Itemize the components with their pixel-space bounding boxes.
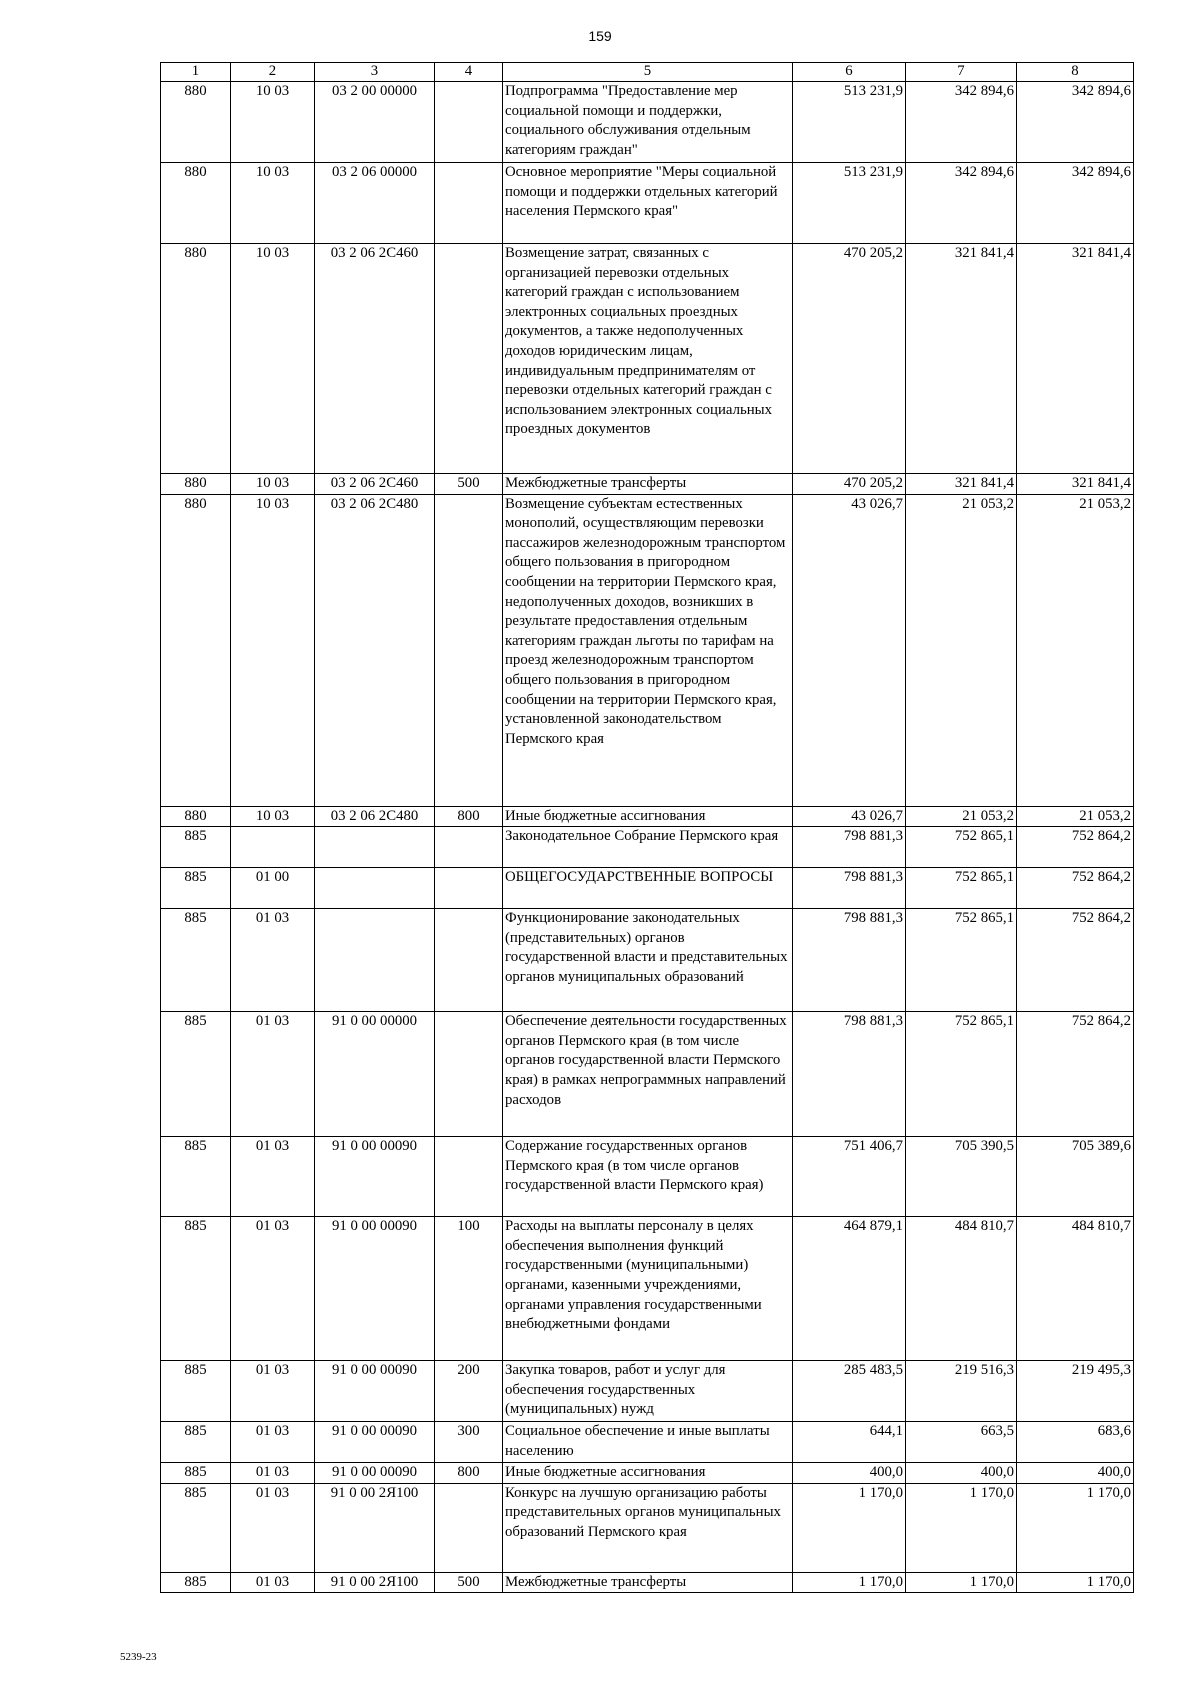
cell-col-5: ОБЩЕГОСУДАРСТВЕННЫЕ ВОПРОСЫ	[503, 868, 793, 909]
cell-col-1: 880	[161, 244, 231, 474]
cell-col-5: Межбюджетные трансферты	[503, 1572, 793, 1593]
cell-col-5: Функционирование законодательных (представительных) органов государственной власти и представительных органов муниципальных образований	[503, 909, 793, 1012]
cell-col-7: 705 390,5	[906, 1137, 1017, 1217]
cell-col-1: 885	[161, 1361, 231, 1422]
header-col-5: 5	[503, 63, 793, 82]
table-row	[161, 1361, 1134, 1422]
cell-col-8: 1 170,0	[1017, 1483, 1134, 1572]
cell-col-8: 683,6	[1017, 1422, 1134, 1463]
cell-col-3: 91 0 00 00090	[315, 1137, 435, 1217]
cell-col-7: 752 865,1	[906, 1012, 1017, 1137]
cell-col-8: 705 389,6	[1017, 1137, 1134, 1217]
table-row	[161, 868, 1134, 909]
cell-col-6: 285 483,5	[793, 1361, 906, 1422]
cell-col-3: 91 0 00 00090	[315, 1463, 435, 1484]
cell-col-8: 484 810,7	[1017, 1217, 1134, 1361]
cell-col-1: 880	[161, 163, 231, 244]
cell-col-6: 470 205,2	[793, 244, 906, 474]
cell-col-1: 885	[161, 827, 231, 868]
cell-col-8: 21 053,2	[1017, 494, 1134, 806]
cell-col-2: 10 03	[231, 806, 315, 827]
cell-col-2: 01 03	[231, 1422, 315, 1463]
cell-col-1: 885	[161, 1217, 231, 1361]
cell-col-8: 342 894,6	[1017, 82, 1134, 163]
cell-col-3: 03 2 06 2С480	[315, 494, 435, 806]
cell-col-5: Конкурс на лучшую организацию работы представительных органов муниципальных образований Пермского края	[503, 1483, 793, 1572]
cell-col-4	[435, 1483, 503, 1572]
table-row	[161, 244, 1134, 474]
cell-col-4: 800	[435, 1463, 503, 1484]
table-row	[161, 827, 1134, 868]
table-row	[161, 1012, 1134, 1137]
cell-col-5: Основное мероприятие "Меры социальной помощи и поддержки отдельных категорий населения Пермского края"	[503, 163, 793, 244]
cell-col-4: 300	[435, 1422, 503, 1463]
header-col-2: 2	[231, 63, 315, 82]
cell-col-4: 500	[435, 474, 503, 495]
cell-col-7: 342 894,6	[906, 163, 1017, 244]
cell-col-5: Расходы на выплаты персоналу в целях обеспечения выполнения функций государственными (муниципальными) органами, казенными учреждениями, органами управления государственными внебюджетными фондами	[503, 1217, 793, 1361]
cell-col-3	[315, 868, 435, 909]
cell-col-1: 880	[161, 806, 231, 827]
cell-col-3: 91 0 00 2Я100	[315, 1483, 435, 1572]
cell-col-1: 885	[161, 909, 231, 1012]
cell-col-6: 798 881,3	[793, 868, 906, 909]
cell-col-8: 321 841,4	[1017, 244, 1134, 474]
cell-col-3: 91 0 00 00090	[315, 1217, 435, 1361]
cell-col-2: 01 03	[231, 1463, 315, 1484]
cell-col-1: 885	[161, 1137, 231, 1217]
cell-col-1: 880	[161, 474, 231, 495]
cell-col-5: Возмещение затрат, связанных с организацией перевозки отдельных категорий граждан с использованием электронных социальных проездных документов, а также недополученных доходов юридическим лицам, индивидуальным предпринимателям от перевозки отдельных категорий граждан с использованием электронных социальных проездных документов	[503, 244, 793, 474]
cell-col-4	[435, 1137, 503, 1217]
cell-col-2: 01 03	[231, 1137, 315, 1217]
cell-col-5: Иные бюджетные ассигнования	[503, 806, 793, 827]
cell-col-2: 10 03	[231, 82, 315, 163]
cell-col-7: 1 170,0	[906, 1572, 1017, 1593]
cell-col-2: 01 03	[231, 1572, 315, 1593]
header-col-3: 3	[315, 63, 435, 82]
cell-col-6: 464 879,1	[793, 1217, 906, 1361]
cell-col-2: 01 03	[231, 1217, 315, 1361]
cell-col-8: 400,0	[1017, 1463, 1134, 1484]
cell-col-2: 10 03	[231, 494, 315, 806]
cell-col-2: 01 03	[231, 1483, 315, 1572]
table-row	[161, 82, 1134, 163]
cell-col-1: 885	[161, 1483, 231, 1572]
cell-col-1: 885	[161, 1463, 231, 1484]
cell-col-8: 752 864,2	[1017, 827, 1134, 868]
table-row	[161, 474, 1134, 495]
cell-col-4: 200	[435, 1361, 503, 1422]
header-col-8: 8	[1017, 63, 1134, 82]
cell-col-7: 752 865,1	[906, 909, 1017, 1012]
cell-col-6: 470 205,2	[793, 474, 906, 495]
cell-col-7: 321 841,4	[906, 244, 1017, 474]
header-col-7: 7	[906, 63, 1017, 82]
cell-col-3: 03 2 06 00000	[315, 163, 435, 244]
cell-col-2: 01 03	[231, 1361, 315, 1422]
cell-col-6: 43 026,7	[793, 806, 906, 827]
cell-col-6: 513 231,9	[793, 82, 906, 163]
header-col-1: 1	[161, 63, 231, 82]
cell-col-4	[435, 82, 503, 163]
cell-col-7: 400,0	[906, 1463, 1017, 1484]
cell-col-8: 342 894,6	[1017, 163, 1134, 244]
cell-col-7: 1 170,0	[906, 1483, 1017, 1572]
cell-col-7: 21 053,2	[906, 494, 1017, 806]
cell-col-6: 1 170,0	[793, 1483, 906, 1572]
cell-col-4: 800	[435, 806, 503, 827]
cell-col-2	[231, 827, 315, 868]
page-number: 159	[588, 28, 612, 44]
cell-col-7: 219 516,3	[906, 1361, 1017, 1422]
cell-col-7: 484 810,7	[906, 1217, 1017, 1361]
cell-col-5: Возмещение субъектам естественных монополий, осуществляющим перевозки пассажиров железнодорожным транспортом общего пользования в пригородном сообщении на территории Пермского края, недополученных доходов, возникших в результате предоставления отдельным категориям граждан льготы по тарифам на проезд железнодорожным транспортом общего пользования в пригородном сообщении на территории Пермского края, установленной законодательством Пермского края	[503, 494, 793, 806]
cell-col-5: Содержание государственных органов Пермского края (в том числе органов государственной власти Пермского края)	[503, 1137, 793, 1217]
cell-col-2: 10 03	[231, 474, 315, 495]
table-row	[161, 163, 1134, 244]
cell-col-6: 513 231,9	[793, 163, 906, 244]
cell-col-8: 21 053,2	[1017, 806, 1134, 827]
table-row	[161, 1422, 1134, 1463]
cell-col-5: Законодательное Собрание Пермского края	[503, 827, 793, 868]
cell-col-5: Социальное обеспечение и иные выплаты населению	[503, 1422, 793, 1463]
cell-col-6: 798 881,3	[793, 1012, 906, 1137]
cell-col-7: 663,5	[906, 1422, 1017, 1463]
cell-col-1: 885	[161, 868, 231, 909]
cell-col-2: 01 03	[231, 1012, 315, 1137]
cell-col-6: 644,1	[793, 1422, 906, 1463]
cell-col-4: 500	[435, 1572, 503, 1593]
cell-col-7: 752 865,1	[906, 827, 1017, 868]
cell-col-8: 321 841,4	[1017, 474, 1134, 495]
cell-col-6: 400,0	[793, 1463, 906, 1484]
table-header	[161, 63, 1134, 82]
cell-col-6: 751 406,7	[793, 1137, 906, 1217]
cell-col-7: 21 053,2	[906, 806, 1017, 827]
header-row	[161, 63, 1134, 82]
table-body	[161, 82, 1134, 1593]
cell-col-3: 03 2 06 2С480	[315, 806, 435, 827]
cell-col-1: 880	[161, 82, 231, 163]
cell-col-4	[435, 244, 503, 474]
cell-col-3	[315, 827, 435, 868]
cell-col-4	[435, 868, 503, 909]
cell-col-3	[315, 909, 435, 1012]
cell-col-2: 01 03	[231, 909, 315, 1012]
cell-col-1: 885	[161, 1012, 231, 1137]
cell-col-4: 100	[435, 1217, 503, 1361]
table-row	[161, 806, 1134, 827]
cell-col-8: 219 495,3	[1017, 1361, 1134, 1422]
document-code: 5239-23	[120, 1651, 157, 1663]
table-row	[161, 1463, 1134, 1484]
cell-col-4	[435, 909, 503, 1012]
cell-col-2: 01 00	[231, 868, 315, 909]
header-col-4: 4	[435, 63, 503, 82]
cell-col-8: 752 864,2	[1017, 909, 1134, 1012]
cell-col-3: 91 0 00 00090	[315, 1422, 435, 1463]
cell-col-6: 43 026,7	[793, 494, 906, 806]
header-col-6: 6	[793, 63, 906, 82]
cell-col-5: Межбюджетные трансферты	[503, 474, 793, 495]
cell-col-8: 752 864,2	[1017, 1012, 1134, 1137]
cell-col-6: 798 881,3	[793, 827, 906, 868]
cell-col-4	[435, 827, 503, 868]
cell-col-1: 885	[161, 1422, 231, 1463]
cell-col-2: 10 03	[231, 163, 315, 244]
cell-col-3: 91 0 00 00090	[315, 1361, 435, 1422]
cell-col-3: 03 2 06 2С460	[315, 474, 435, 495]
cell-col-5: Закупка товаров, работ и услуг для обеспечения государственных (муниципальных) нужд	[503, 1361, 793, 1422]
cell-col-4	[435, 1012, 503, 1137]
cell-col-3: 91 0 00 2Я100	[315, 1572, 435, 1593]
table-row	[161, 1217, 1134, 1361]
cell-col-8: 1 170,0	[1017, 1572, 1134, 1593]
cell-col-1: 880	[161, 494, 231, 806]
cell-col-3: 03 2 06 2С460	[315, 244, 435, 474]
cell-col-7: 342 894,6	[906, 82, 1017, 163]
table-row	[161, 494, 1134, 806]
cell-col-3: 91 0 00 00000	[315, 1012, 435, 1137]
cell-col-7: 321 841,4	[906, 474, 1017, 495]
cell-col-6: 1 170,0	[793, 1572, 906, 1593]
cell-col-4	[435, 494, 503, 806]
table-row	[161, 909, 1134, 1012]
cell-col-5: Обеспечение деятельности государственных органов Пермского края (в том числе органов государственной власти Пермского края) в рамках непрограммных направлений расходов	[503, 1012, 793, 1137]
budget-table	[160, 62, 1134, 1593]
cell-col-5: Подпрограмма "Предоставление мер социальной помощи и поддержки, социального обслуживания отдельным категориям граждан"	[503, 82, 793, 163]
cell-col-2: 10 03	[231, 244, 315, 474]
table-row	[161, 1572, 1134, 1593]
cell-col-6: 798 881,3	[793, 909, 906, 1012]
cell-col-1: 885	[161, 1572, 231, 1593]
cell-col-4	[435, 163, 503, 244]
table-row	[161, 1137, 1134, 1217]
table-row	[161, 1483, 1134, 1572]
cell-col-7: 752 865,1	[906, 868, 1017, 909]
cell-col-5: Иные бюджетные ассигнования	[503, 1463, 793, 1484]
cell-col-8: 752 864,2	[1017, 868, 1134, 909]
cell-col-3: 03 2 00 00000	[315, 82, 435, 163]
